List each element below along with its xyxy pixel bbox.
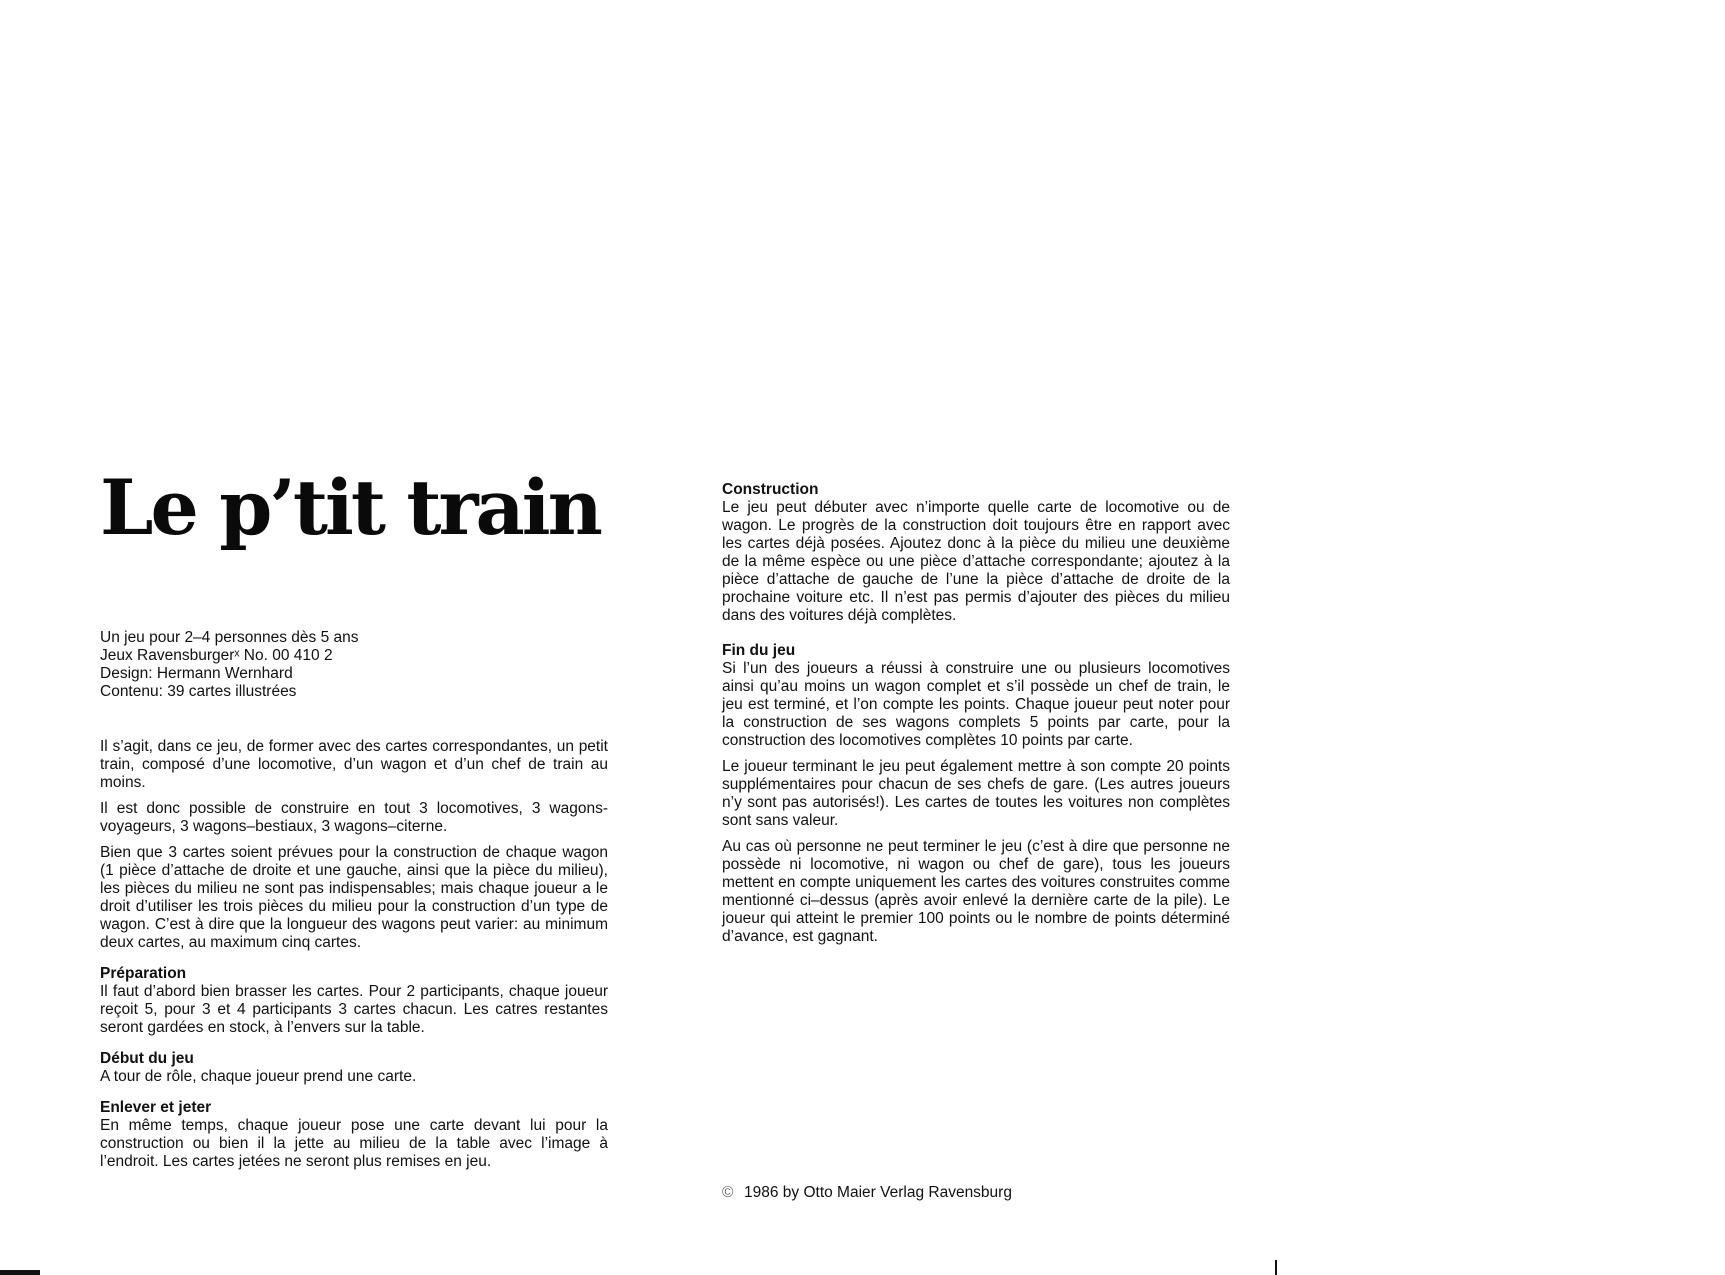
crop-mark	[1275, 1260, 1277, 1275]
product-number-line: Jeux Ravensburgerˣ No. 00 410 2	[100, 647, 333, 664]
construction-heading: Construction	[722, 481, 819, 498]
section-fin	[722, 642, 1230, 946]
copyright-footer	[722, 1184, 1012, 1202]
intro-paragraph-1: Il s’agit, dans ce jeu, de former avec des cartes correspondantes, un petit train, composé d’une locomotive, d’un wagon et d’un chef de train au moins.	[100, 738, 608, 791]
enlever-heading: Enlever et jeter	[100, 1099, 212, 1116]
intro-paragraph-3: Bien que 3 cartes soient prévues pour la construction de chaque wagon (1 pièce d’attache de droite et une gauche, ainsi que la pièce du milieu), les pièces du milieu ne sont pas indispensables; mais chaque joueur a le droit d’utiliser les trois pièces du milieu pour la construction d’un type de wagon. C’est à dire que la longueur des wagons peut varier: au minimum deux cartes, au maximum cinq cartes.	[100, 844, 608, 951]
left-column	[100, 738, 608, 1184]
debut-text: A tour de rôle, chaque joueur prend une carte.	[100, 1068, 417, 1085]
section-enlever	[100, 1099, 608, 1171]
fin-paragraph-2: Le joueur terminant le jeu peut également mettre à son compte 20 points supplémentaires pour chacun de ses chefs de gare. (Les autres joueurs n’y sont pas autorisés!). Les cartes de toutes les voitures non complètes sont sans valeur.	[722, 758, 1230, 829]
section-construction	[722, 481, 1230, 625]
preparation-heading: Préparation	[100, 965, 187, 982]
players-age-line: Un jeu pour 2–4 personnes dès 5 ans	[100, 629, 359, 646]
fin-paragraph-3: Au cas où personne ne peut terminer le jeu (c’est à dire que personne ne possède ni locomotive, ni wagon ou chef de gare), tous les joueurs mettent en compte uniquement les cartes des voitures construites comme mentionné ci–dessus (après avoir enlevé la dernière carte de la pile). Le joueur qui atteint le premier 100 points ou le nombre de points déterminé d’avance, est gagnant.	[722, 838, 1230, 945]
fin-paragraph-1: Si l’un des joueurs a réussi à construire une ou plusieurs locomotives ainsi qu’au moins un wagon complet et s’il possède un chef de train, le jeu est terminé, et l’on compte les points. Chaque joueur peut noter pour la construction de ses wagons complets 5 points par carte, pour la construction des locomotives complètes 10 points par carte.	[722, 660, 1230, 749]
game-title: Le p’tit train	[100, 463, 600, 552]
intro-paragraph-2: Il est donc possible de construire en tout 3 locomotives, 3 wagons-voyageurs, 3 wagons–bestiaux, 3 wagons–citerne.	[100, 800, 608, 835]
copyright-icon: ©	[722, 1184, 734, 1201]
debut-heading: Début du jeu	[100, 1050, 194, 1067]
contents-line: Contenu: 39 cartes illustrées	[100, 683, 297, 700]
construction-text: Le jeu peut débuter avec n’importe quelle carte de locomotive ou de wagon. Le progrès de la construction doit toujours être en rapport avec les cartes déjà posées. Ajoutez donc à la pièce du milieu une deuxième de la même espèce ou une pièce d’attache correspondante; ajoutez à la pièce d’attache de gauche de l’une la pièce d’attache de droite de la prochaine voiture etc. Il n’est pas permis d’ajouter des pièces du milieu dans des voitures déjà complètes.	[722, 499, 1230, 624]
enlever-text: En même temps, chaque joueur pose une carte devant lui pour la construction ou bien il la jette au milieu de la table avec l’image à l’endroit. Les cartes jetées ne seront plus remises en jeu.	[100, 1117, 608, 1170]
copyright-text: 1986 by Otto Maier Verlag Ravensburg	[744, 1184, 1012, 1201]
designer-line: Design: Hermann Wernhard	[100, 665, 293, 682]
fin-heading: Fin du jeu	[722, 642, 796, 659]
section-preparation	[100, 965, 608, 1037]
right-column	[722, 481, 1230, 959]
crop-mark	[0, 1270, 40, 1275]
section-debut	[100, 1050, 608, 1086]
preparation-text: Il faut d’abord bien brasser les cartes. Pour 2 participants, chaque joueur reçoit 5, pour 3 et 4 participants 3 cartes chacun. Les catres restantes seront gardées en stock, à l’envers sur la table.	[100, 983, 608, 1036]
game-info	[100, 629, 620, 701]
